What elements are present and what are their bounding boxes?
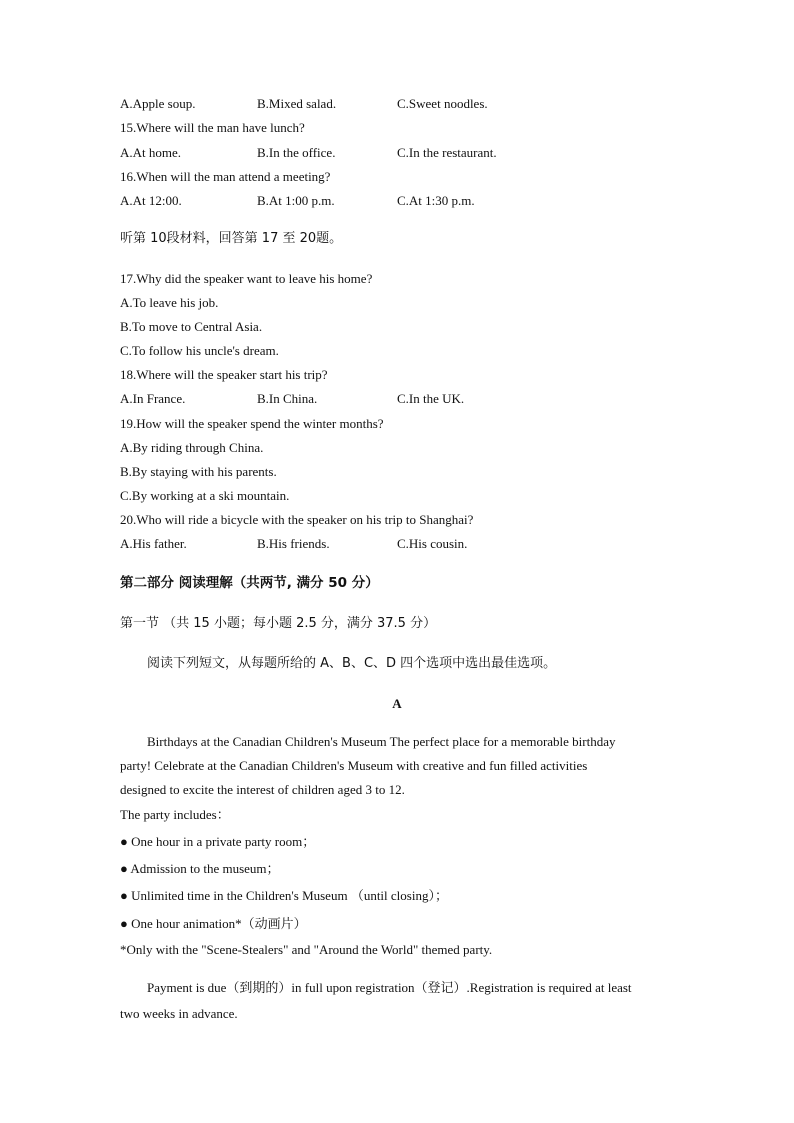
q16-option-b: B.At 1:00 p.m. [257,193,335,208]
q19-option-b: B.By staying with his parents. [120,464,277,479]
party-includes-label: The party includes： [120,807,230,822]
q17-option-c: C.To follow his uncle's dream. [120,343,279,358]
q15-option-c: C.In the restaurant. [397,145,497,160]
q20-option-a: A.His father. [120,536,187,551]
q17-option-b: B.To move to Central Asia. [120,319,263,334]
q18-option-a: A.In France. [120,391,186,406]
q20-option-c: C.His cousin. [397,536,468,551]
bullet-item: ● Admission to the museum； [120,861,280,876]
q16-option-a: A.At 12:00. [120,193,182,208]
q14-option-c: C.Sweet noodles. [397,96,488,111]
bullet-item: ● One hour in a private party room； [120,834,316,849]
part-2-heading: 第二部分 阅读理解（共两节, 满分 50 分） [120,575,379,591]
q20-option-b: B.His friends. [257,536,330,551]
passage-line: Birthdays at the Canadian Children's Museum The perfect place for a memorable birthday [147,734,616,749]
q19-option-a: A.By riding through China. [120,440,264,455]
q17-option-a: A.To leave his job. [120,295,219,310]
payment-line: two weeks in advance. [120,1006,238,1021]
q15-option-a: A.At home. [120,145,182,160]
passage-letter: A [392,696,402,711]
q19-question: 19.How will the speaker spend the winter months? [120,416,384,431]
bullet-item: ● Unlimited time in the Children's Museum （until closing）； [120,888,448,903]
q18-question: 18.Where will the speaker start his trip? [120,367,328,382]
q16-option-c: C.At 1:30 p.m. [397,193,475,208]
q20-question: 20.Who will ride a bicycle with the speaker on his trip to Shanghai? [120,512,474,527]
passage-line: designed to excite the interest of children aged 3 to 12. [120,782,405,797]
q14-option-b: B.Mixed salad. [257,96,337,111]
q15-option-b: B.In the office. [257,145,336,160]
payment-line: Payment is due（到期的）in full upon registration（登记）.Registration is required at least [147,980,632,995]
q17-question: 17.Why did the speaker want to leave his home? [120,271,373,286]
reading-instruction: 阅读下列短文，从每题所给的 A、B、C、D 四个选项中选出最佳选项。 [147,656,557,671]
section-1-heading: 第一节 （共 15 小题；每小题 2.5 分，满分 37.5 分） [120,616,437,631]
q14-option-a: A.Apple soup. [120,96,196,111]
bullet-item: ● One hour animation*（动画片） [120,916,307,931]
footnote: *Only with the "Scene-Stealers" and "Around the World" themed party. [120,942,493,957]
section-10-instruction: 听第 10段材料，回答第 17 至 20题。 [120,231,343,246]
q18-option-c: C.In the UK. [397,391,465,406]
q15-question: 15.Where will the man have lunch? [120,120,305,135]
q19-option-c: C.By working at a ski mountain. [120,488,290,503]
q16-question: 16.When will the man attend a meeting? [120,169,331,184]
passage-line: party! Celebrate at the Canadian Children's Museum with creative and fun filled activities [120,758,588,773]
q18-option-b: B.In China. [257,391,318,406]
